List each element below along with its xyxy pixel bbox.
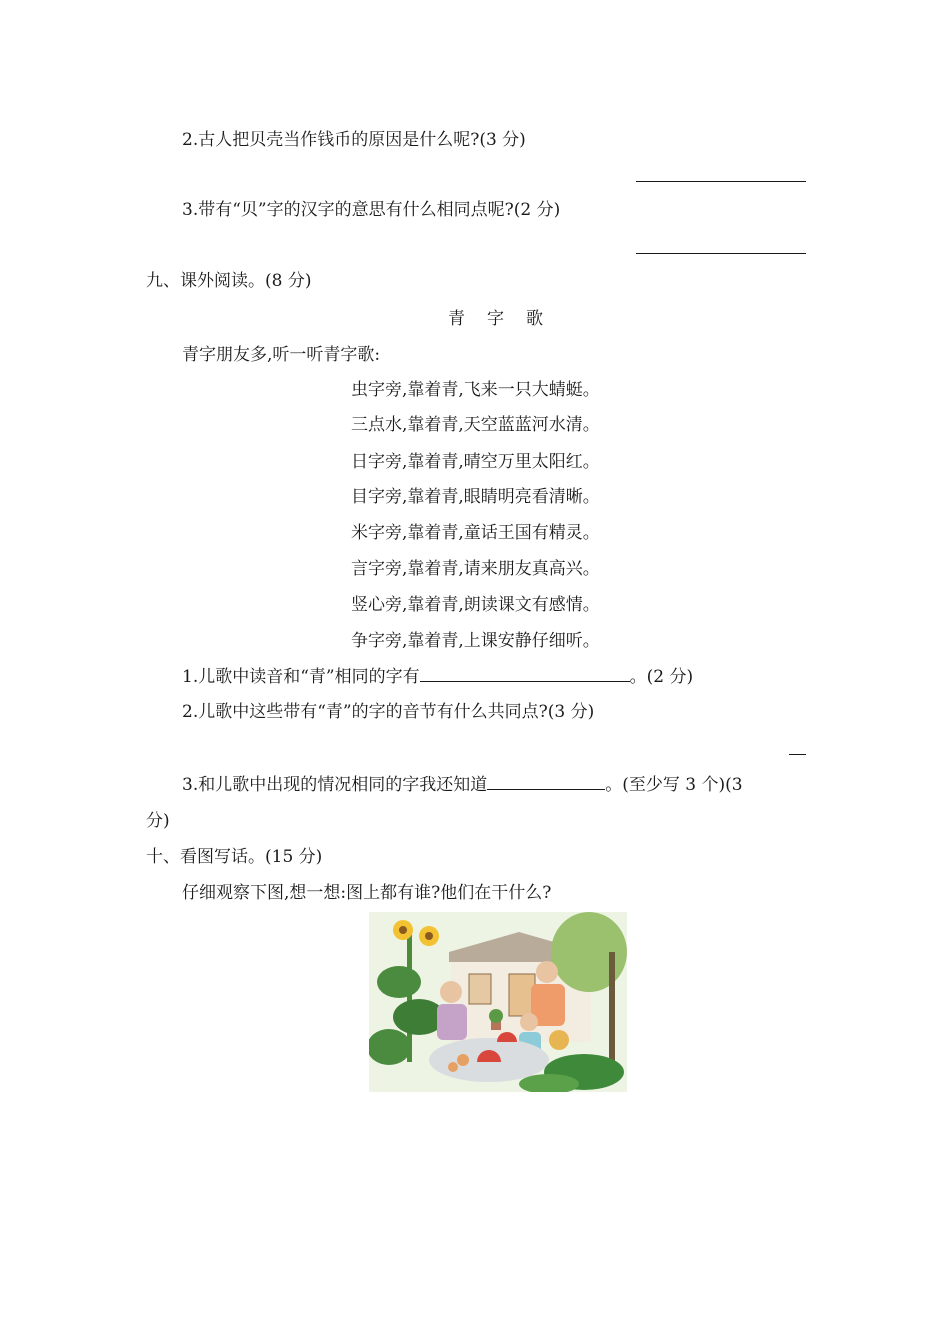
poem-line: 虫字旁,靠着青,飞来一只大蜻蜓。 xyxy=(351,380,600,400)
question-8-2: 2.古人把贝壳当作钱币的原因是什么呢?(3 分) xyxy=(182,130,526,150)
question-9-1 xyxy=(182,665,693,688)
section-heading-10: 十、看图写话。(15 分) xyxy=(146,847,323,867)
question-8-3: 3.带有“贝”字的汉字的意思有什么相同点呢?(2 分) xyxy=(182,200,561,220)
fill-blank[interactable] xyxy=(487,773,605,790)
poem-line: 三点水,靠着青,天空蓝蓝河水清。 xyxy=(351,415,600,435)
poem-line: 争字旁,靠着青,上课安静仔细听。 xyxy=(351,631,600,651)
poem-line: 日字旁,靠着青,晴空万里太阳红。 xyxy=(351,452,600,472)
poem-intro: 青字朋友多,听一听青字歌: xyxy=(182,345,381,365)
poem-line: 竖心旁,靠着青,朗读课文有感情。 xyxy=(351,595,600,615)
answer-line[interactable] xyxy=(636,253,806,254)
poem-title xyxy=(448,308,565,330)
poem-line: 目字旁,靠着青,眼睛明亮看清晰。 xyxy=(351,487,600,507)
section-heading-9: 九、课外阅读。(8 分) xyxy=(146,271,312,291)
poem-title-text: 青字歌 xyxy=(448,309,565,329)
question-9-3-score: 。(至少写 3 个)(3 xyxy=(605,775,743,795)
writing-prompt: 仔细观察下图,想一想:图上都有谁?他们在干什么? xyxy=(182,883,552,903)
question-9-3-text: 3.和儿歌中出现的情况相同的字我还知道 xyxy=(182,775,488,795)
question-9-3 xyxy=(182,773,743,796)
question-9-1-score: 。(2 分) xyxy=(629,667,694,687)
poem-line: 米字旁,靠着青,童话王国有精灵。 xyxy=(351,523,600,543)
answer-line[interactable] xyxy=(636,181,806,182)
question-9-3-wrap: 分) xyxy=(146,811,170,831)
question-9-1-text: 1.儿歌中读音和“青”相同的字有 xyxy=(182,667,420,687)
answer-line[interactable] xyxy=(789,754,806,755)
fill-blank[interactable] xyxy=(420,665,630,682)
question-9-2: 2.儿歌中这些带有“青”的字的音节有什么共同点?(3 分) xyxy=(182,702,595,722)
writing-illustration xyxy=(369,912,627,1092)
illustration-svg xyxy=(369,912,627,1092)
poem-line: 言字旁,靠着青,请来朋友真高兴。 xyxy=(351,559,600,579)
